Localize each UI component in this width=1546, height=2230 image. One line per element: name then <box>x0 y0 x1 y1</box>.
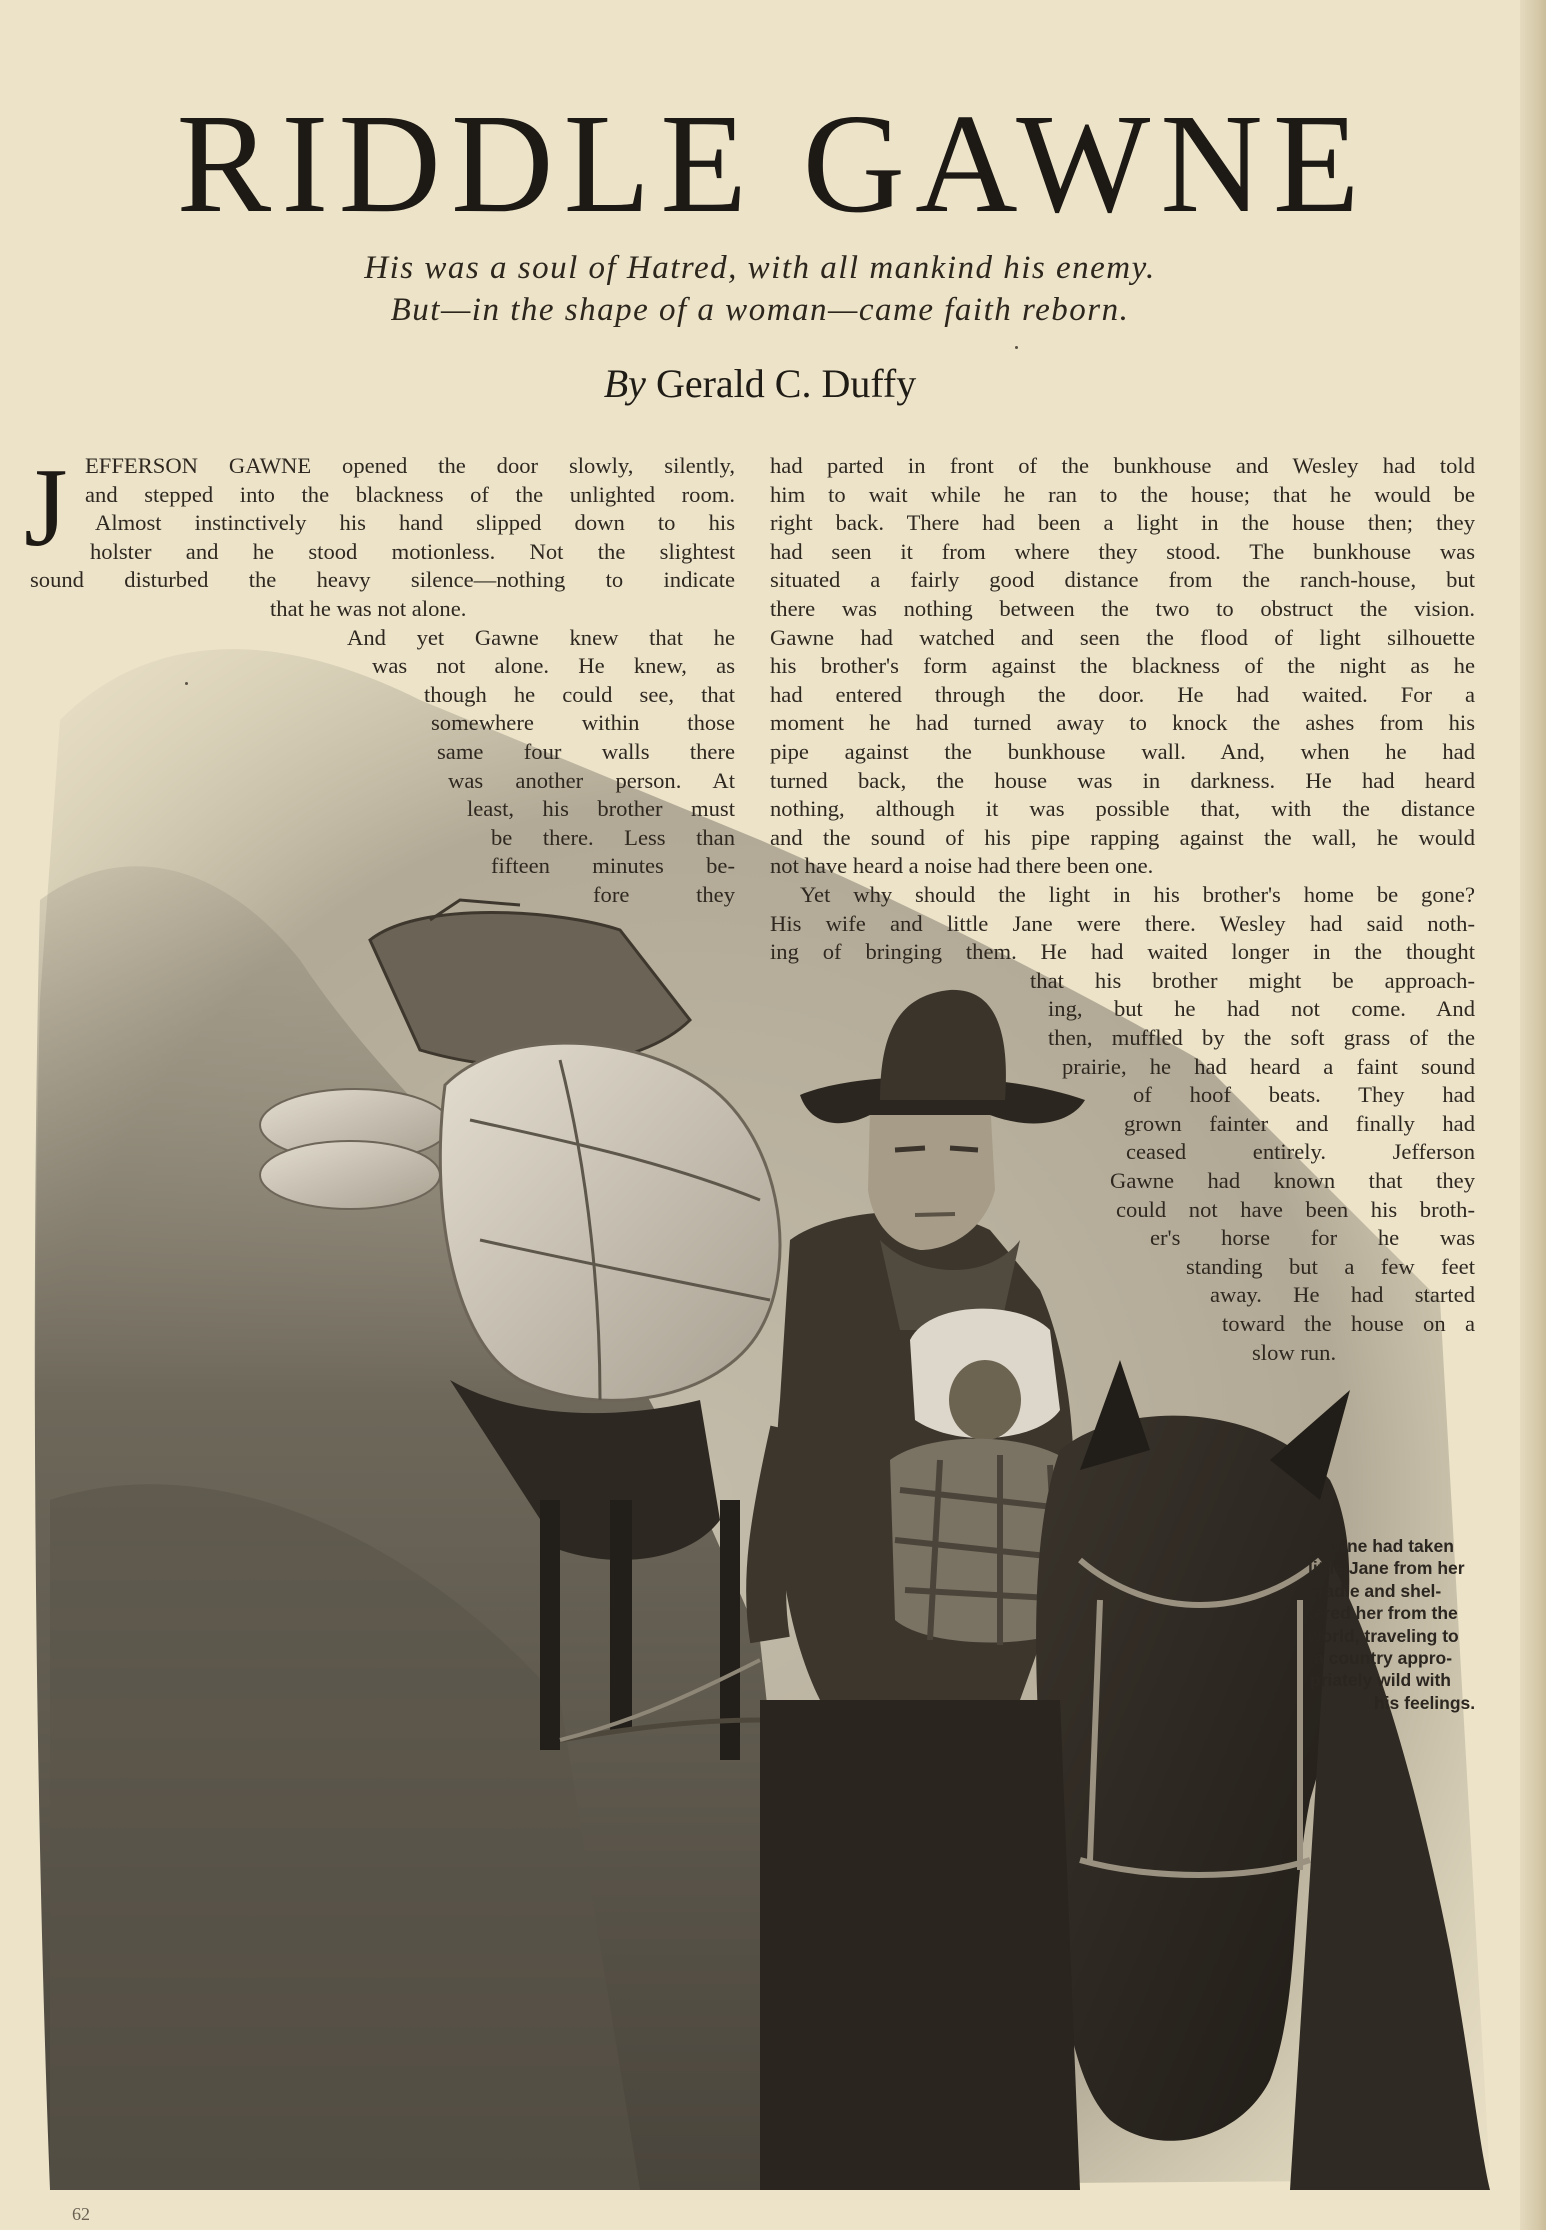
right-column-line: that his brother might be approach- <box>1030 967 1475 993</box>
right-column-line: slow run. <box>1252 1339 1337 1365</box>
right-column-line: ing of bringing them. He had waited longer in the thought <box>770 939 1475 965</box>
right-column-line: turned back, the house was in darkness. He had heard <box>770 767 1475 793</box>
stray-mark <box>1015 346 1018 349</box>
drop-cap: J <box>24 446 68 570</box>
right-column-line: away. He had started <box>1210 1282 1475 1308</box>
author-name: Gerald C. Duffy <box>655 361 917 406</box>
right-column-line: Gawne had watched and seen the flood of light silhouette <box>770 624 1475 650</box>
byline-prefix: By <box>603 361 646 406</box>
left-column-line: fifteen minutes be- <box>491 853 735 879</box>
left-column-line: somewhere within those <box>431 710 735 736</box>
byline <box>0 360 1520 407</box>
left-column-line: least, his brother must <box>467 796 735 822</box>
right-column-line: er's horse for he was <box>1150 1225 1475 1251</box>
left-column-line: And yet Gawne knew that he <box>347 624 735 650</box>
right-column-line: his brother's form against the blackness of the night as he <box>770 653 1475 679</box>
left-column-line: be there. Less than <box>491 824 735 850</box>
left-column-line: was not alone. He knew, as <box>372 653 735 679</box>
right-column-line: then, muffled by the soft grass of the <box>1048 1025 1475 1050</box>
right-column-line: His wife and little Jane were there. Wesley had said noth- <box>770 910 1475 936</box>
right-column-line: right back. There had been a light in the house then; they <box>770 510 1475 536</box>
caption-line: priately wild with <box>1310 1670 1451 1691</box>
caption-line: his feelings. <box>1374 1692 1476 1713</box>
left-column-line: that he was not alone. <box>270 596 467 621</box>
subtitle-line-1: His was a soul of Hatred, with all mankind his enemy. <box>364 250 1156 286</box>
right-column-line: moment he had turned away to knock the ashes from his <box>770 710 1475 736</box>
right-column-line: ceased entirely. Jefferson <box>1126 1139 1475 1165</box>
caption-line: little Jane from her <box>1308 1558 1465 1579</box>
caption-line: Gawne had taken <box>1310 1536 1454 1556</box>
left-column-line: EFFERSON GAWNE opened the door slowly, silently, <box>85 453 735 478</box>
right-column-line: ing, but he had not come. And <box>1048 996 1475 1022</box>
right-column-line: pipe against the bunkhouse wall. And, when he had <box>770 739 1475 764</box>
right-column-line: Yet why should the light in his brother's home be gone? <box>800 882 1475 907</box>
right-column-line: nothing, although it was possible that, with the distance <box>770 796 1475 822</box>
left-column-line: same four walls there <box>437 739 735 764</box>
caption-line: world, traveling to <box>1308 1625 1459 1646</box>
page-number: 62 <box>72 2204 90 2224</box>
right-column-line: there was nothing between the two to obstruct the vision. <box>770 596 1475 621</box>
caption-line: tered her from the <box>1308 1603 1458 1624</box>
right-column-line: Gawne had known that they <box>1110 1168 1475 1193</box>
left-column-line: and stepped into the blackness of the unlighted room. <box>85 481 735 507</box>
caption-line: cradle and shel- <box>1308 1580 1442 1601</box>
left-column-line: was another person. At <box>448 767 735 793</box>
right-column-line: and the sound of his pipe rapping against the wall, he would <box>770 824 1475 850</box>
right-column-line: him to wait while he ran to the house; that he would be <box>770 481 1475 507</box>
left-column-line: Almost instinctively his hand slipped down to his <box>95 510 735 536</box>
left-column-line: sound disturbed the heavy silence—nothing to indicate <box>30 567 735 593</box>
right-column-line: not have heard a noise had there been one. <box>770 853 1154 879</box>
right-column-line: of hoof beats. They had <box>1133 1082 1475 1108</box>
right-column-line: prairie, he had heard a faint sound <box>1062 1053 1475 1079</box>
right-column-line: could not have been his broth- <box>1116 1196 1475 1222</box>
left-column-line: fore they <box>593 882 735 907</box>
photo-caption <box>1296 1535 1482 1714</box>
left-column-line: though he could see, that <box>424 681 735 707</box>
right-column-line: situated a fairly good distance from the ranch-house, but <box>770 567 1475 593</box>
right-column-line: standing but a few feet <box>1186 1253 1475 1279</box>
stray-mark <box>185 682 188 685</box>
right-column-line: had parted in front of the bunkhouse and Wesley had told <box>770 453 1475 478</box>
right-column-line: had seen it from where they stood. The bunkhouse was <box>770 538 1475 564</box>
left-column-line: holster and he stood motionless. Not the slightest <box>90 538 735 564</box>
caption-line: a country appro- <box>1314 1648 1453 1669</box>
right-column-line: grown fainter and finally had <box>1124 1110 1475 1136</box>
right-column-line: toward the house on a <box>1222 1311 1475 1336</box>
article-title: RIDDLE GAWNE <box>176 84 1370 242</box>
right-column-line: had entered through the door. He had waited. For a <box>770 681 1475 707</box>
subtitle-line-2: But—in the shape of a woman—came faith reborn. <box>390 292 1130 328</box>
